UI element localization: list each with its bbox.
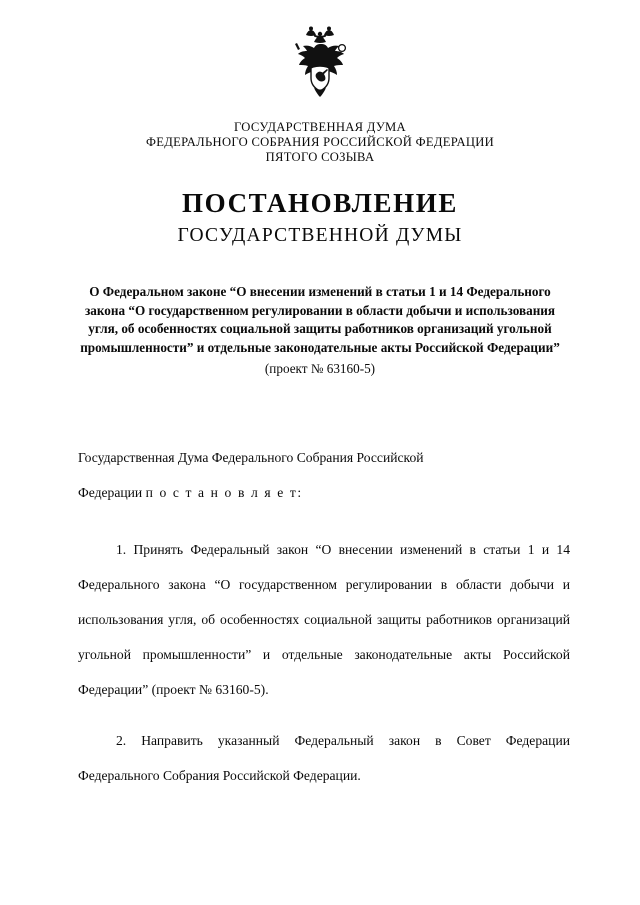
emblem-container bbox=[0, 22, 640, 114]
russian-coat-of-arms-icon bbox=[284, 22, 356, 114]
page-title: ПОСТАНОВЛЕНИЕ bbox=[182, 188, 458, 218]
spacer-2 bbox=[78, 707, 570, 723]
preamble-line-2 bbox=[78, 475, 570, 510]
preamble-line-1: Государственная Дума Федерального Собрания Российской bbox=[78, 450, 424, 465]
document-header bbox=[0, 120, 640, 248]
body-item-1: 1. Принять Федеральный закон “О внесении изменений в статьи 1 и 14 Федерального закона “О государственном регулировании в области добычи и использования угля, об особенностях социальной защиты работников организаций угольной промышленности” и отдельные законодательные акты Российской Федерации” (проект № 63160-5). bbox=[78, 542, 570, 697]
document-body bbox=[78, 440, 570, 793]
body-item-2: 2. Направить указанный Федеральный закон в Совет Федерации Федерального Собрания Российской Федерации. bbox=[78, 733, 570, 783]
preamble-verb: п о с т а н о в л я е т: bbox=[145, 485, 303, 500]
spacer-1 bbox=[78, 510, 570, 532]
subject-text: О Федеральном законе “О внесении изменений в статьи 1 и 14 Федерального закона “О государственном регулировании в области добычи и использования угля, об особенностях социальной защиты работников организаций угольной промышленности” и отдельные законодательные акты Российской Федерации” bbox=[80, 284, 560, 355]
header-line-1: ГОСУДАРСТВЕННАЯ ДУМА bbox=[234, 120, 406, 134]
page-subtitle: ГОСУДАРСТВЕННОЙ ДУМЫ bbox=[177, 225, 463, 246]
document-subject bbox=[80, 283, 560, 379]
preamble-prefix: Федерации bbox=[78, 485, 146, 500]
project-number: (проект № 63160-5) bbox=[264, 361, 376, 377]
header-line-2: ФЕДЕРАЛЬНОГО СОБРАНИЯ РОССИЙСКОЙ ФЕДЕРАЦИИ bbox=[145, 135, 495, 149]
header-line-3: ПЯТОГО СОЗЫВА bbox=[265, 150, 375, 164]
